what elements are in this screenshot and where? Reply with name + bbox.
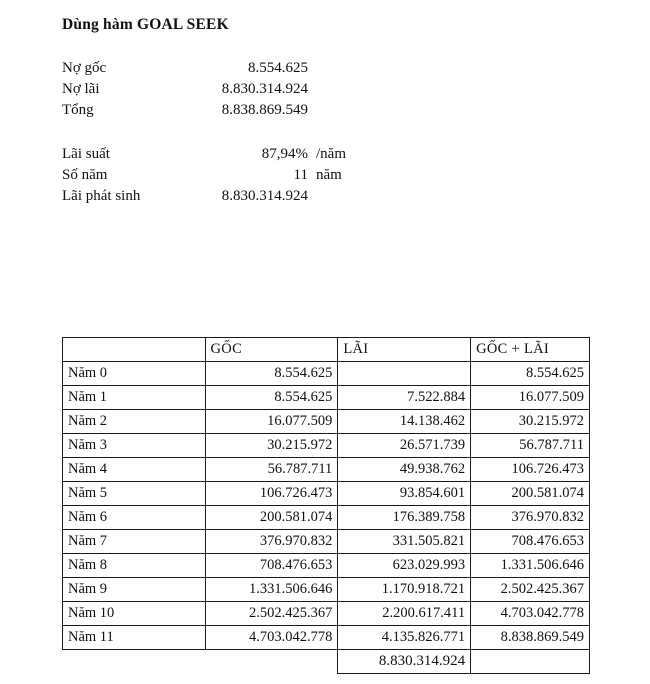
cell-year: Năm 3 [63,434,206,458]
cell-total: 56.787.711 [471,434,590,458]
cell-principal: 1.331.506.646 [205,578,338,602]
cell-interest: 2.200.617.411 [338,602,471,626]
cell-year: Năm 5 [63,482,206,506]
cell-principal: 4.703.042.778 [205,626,338,650]
table-row [63,410,590,434]
table-header-row [63,338,590,362]
cell-total: 200.581.074 [471,482,590,506]
cell-total: 8.554.625 [471,362,590,386]
total-cell-principal [205,650,338,674]
table-row [63,482,590,506]
summary-label: Số năm [62,167,108,183]
cell-interest: 93.854.601 [338,482,471,506]
cell-total: 8.838.869.549 [471,626,590,650]
cell-year: Năm 9 [63,578,206,602]
table-row [63,362,590,386]
table-row [63,458,590,482]
total-cell-total [471,650,590,674]
total-cell-interest: 8.830.314.924 [338,650,471,674]
cell-interest: 26.571.739 [338,434,471,458]
amortization-table-wrapper [62,337,590,674]
summary-value: 87,94% [261,146,308,162]
column-header-principal: GỐC [205,338,338,362]
summary-row [62,81,392,102]
table-row [63,506,590,530]
summary-value: 8.554.625 [248,60,308,76]
cell-interest [338,362,471,386]
cell-principal: 708.476.653 [205,554,338,578]
cell-interest: 7.522.884 [338,386,471,410]
summary-value: 11 [293,167,308,183]
summary-label: Lãi suất [62,146,110,162]
summary-row [62,102,392,123]
summary-block [62,60,392,209]
page-title: Dùng hàm GOAL SEEK [62,16,229,33]
cell-total: 376.970.832 [471,506,590,530]
summary-spacer [62,123,392,146]
table-row [63,602,590,626]
cell-interest: 4.135.826.771 [338,626,471,650]
cell-interest: 331.505.821 [338,530,471,554]
cell-total: 1.331.506.646 [471,554,590,578]
summary-row [62,167,392,188]
cell-year: Năm 2 [63,410,206,434]
cell-total: 30.215.972 [471,410,590,434]
table-row [63,554,590,578]
cell-interest: 49.938.762 [338,458,471,482]
cell-principal: 16.077.509 [205,410,338,434]
summary-label: Nợ lãi [62,81,100,97]
amortization-table [62,337,590,674]
cell-interest: 623.029.993 [338,554,471,578]
cell-principal: 106.726.473 [205,482,338,506]
cell-total: 2.502.425.367 [471,578,590,602]
summary-label: Tổng [62,102,94,118]
table-row [63,530,590,554]
table-row [63,626,590,650]
table-row [63,434,590,458]
table-row [63,578,590,602]
summary-unit: /năm [316,146,346,162]
cell-year: Năm 8 [63,554,206,578]
table-total-row [63,650,590,674]
cell-interest: 1.170.918.721 [338,578,471,602]
column-header-total: GỐC + LÃI [471,338,590,362]
cell-year: Năm 6 [63,506,206,530]
cell-principal: 200.581.074 [205,506,338,530]
cell-principal: 376.970.832 [205,530,338,554]
summary-value: 8.838.869.549 [221,102,308,118]
cell-interest: 14.138.462 [338,410,471,434]
cell-year: Năm 11 [63,626,206,650]
total-cell-year [63,650,206,674]
cell-year: Năm 4 [63,458,206,482]
summary-label: Nợ gốc [62,60,107,76]
summary-row [62,188,392,209]
summary-row [62,146,392,167]
cell-principal: 8.554.625 [205,386,338,410]
summary-unit: năm [316,167,342,183]
column-header-interest: LÃI [338,338,471,362]
cell-total: 4.703.042.778 [471,602,590,626]
summary-value: 8.830.314.924 [221,81,308,97]
cell-principal: 2.502.425.367 [205,602,338,626]
cell-year: Năm 10 [63,602,206,626]
column-header-year [63,338,206,362]
table-row [63,386,590,410]
cell-interest: 176.389.758 [338,506,471,530]
cell-principal: 56.787.711 [205,458,338,482]
cell-total: 708.476.653 [471,530,590,554]
cell-principal: 30.215.972 [205,434,338,458]
summary-label: Lãi phát sinh [62,188,141,204]
summary-row [62,60,392,81]
cell-year: Năm 0 [63,362,206,386]
cell-total: 106.726.473 [471,458,590,482]
summary-value: 8.830.314.924 [221,188,308,204]
cell-year: Năm 7 [63,530,206,554]
cell-year: Năm 1 [63,386,206,410]
cell-principal: 8.554.625 [205,362,338,386]
cell-total: 16.077.509 [471,386,590,410]
